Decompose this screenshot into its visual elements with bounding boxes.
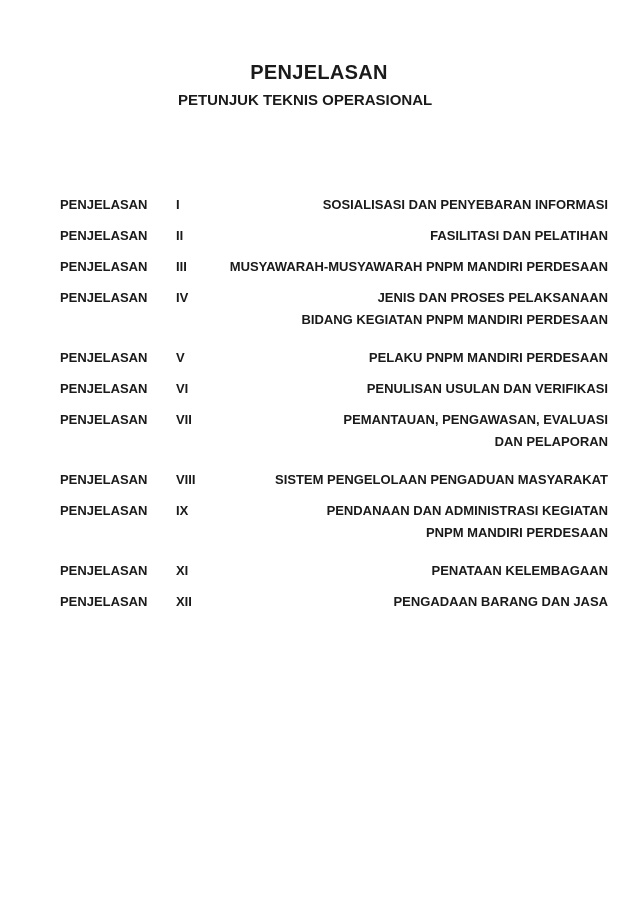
toc-row bbox=[60, 409, 608, 453]
toc-label: PENJELASAN bbox=[60, 350, 148, 365]
toc-label: PENJELASAN bbox=[60, 503, 148, 518]
toc-chapter-title-line: SOSIALISASI DAN PENYEBARAN INFORMASI bbox=[322, 197, 608, 212]
toc-chapter-number: IX bbox=[176, 503, 189, 518]
toc-chapter-number: VIII bbox=[176, 472, 196, 487]
toc-chapter-title bbox=[275, 469, 608, 491]
toc-row bbox=[60, 347, 608, 369]
toc-chapter-number: XI bbox=[176, 563, 189, 578]
toc-chapter-number: III bbox=[176, 259, 187, 274]
toc-chapter-title bbox=[343, 409, 608, 453]
toc-row bbox=[60, 591, 608, 613]
page-title: PENJELASAN bbox=[250, 62, 388, 84]
toc-chapter-title-line: FASILITASI DAN PELATIHAN bbox=[430, 228, 608, 243]
toc-chapter-title bbox=[367, 378, 608, 400]
toc-chapter-number: VII bbox=[176, 412, 192, 427]
toc-chapter-number: XII bbox=[176, 594, 192, 609]
toc-chapter-number: II bbox=[176, 228, 184, 243]
toc-chapter-title bbox=[393, 591, 608, 613]
toc-label: PENJELASAN bbox=[60, 259, 148, 274]
toc-chapter-title-line: PELAKU PNPM MANDIRI PERDESAAN bbox=[368, 350, 608, 365]
page-subtitle: PETUNJUK TEKNIS OPERASIONAL bbox=[178, 92, 433, 109]
toc-chapter-title bbox=[432, 560, 608, 582]
toc-chapter-title-line: PENULISAN USULAN DAN VERIFIKASI bbox=[366, 381, 608, 396]
toc-label: PENJELASAN bbox=[60, 197, 148, 212]
toc-chapter-title-line: MUSYAWARAH-MUSYAWARAH PNPM MANDIRI PERDESAAN bbox=[229, 259, 608, 274]
toc-chapter-title bbox=[323, 194, 608, 216]
toc-row bbox=[60, 500, 608, 544]
toc-row bbox=[60, 194, 608, 216]
toc-chapter-number: I bbox=[176, 197, 180, 212]
toc-chapter-title bbox=[302, 287, 608, 331]
toc-label: PENJELASAN bbox=[60, 412, 148, 427]
toc-chapter-title-line: DAN PELAPORAN bbox=[494, 434, 608, 449]
toc-label: PENJELASAN bbox=[60, 381, 148, 396]
toc-label: PENJELASAN bbox=[60, 563, 148, 578]
toc-chapter-title-line: PENGADAAN BARANG DAN JASA bbox=[393, 594, 608, 609]
toc-chapter-title bbox=[430, 225, 608, 247]
toc-chapter-title-line: PEMANTAUAN, PENGAWASAN, EVALUASI bbox=[343, 412, 608, 427]
toc-label: PENJELASAN bbox=[60, 290, 148, 305]
toc-row bbox=[60, 469, 608, 491]
toc-chapter-title-line: PENDANAAN DAN ADMINISTRASI KEGIATAN bbox=[326, 503, 608, 518]
toc-row bbox=[60, 225, 608, 247]
toc-chapter-title-line: SISTEM PENGELOLAAN PENGADUAN MASYARAKAT bbox=[275, 472, 608, 487]
toc-chapter-number: V bbox=[176, 350, 185, 365]
toc-chapter-title bbox=[230, 256, 608, 278]
toc-chapter-number: VI bbox=[176, 381, 189, 396]
toc-chapter-title bbox=[369, 347, 608, 369]
toc-chapter-title-line: BIDANG KEGIATAN PNPM MANDIRI PERDESAAN bbox=[301, 312, 608, 327]
toc-chapter-number: IV bbox=[176, 290, 189, 305]
toc-label: PENJELASAN bbox=[60, 594, 148, 609]
toc-chapter-title bbox=[327, 500, 608, 544]
toc-chapter-title-line: JENIS DAN PROSES PELAKSANAAN bbox=[377, 290, 608, 305]
toc-row bbox=[60, 378, 608, 400]
toc-row bbox=[60, 560, 608, 582]
toc-row bbox=[60, 287, 608, 331]
toc-row bbox=[60, 256, 608, 278]
toc-label: PENJELASAN bbox=[60, 472, 148, 487]
toc-chapter-title-line: PENATAAN KELEMBAGAAN bbox=[431, 563, 608, 578]
toc-chapter-title-line: PNPM MANDIRI PERDESAAN bbox=[425, 525, 608, 540]
toc-label: PENJELASAN bbox=[60, 228, 148, 243]
